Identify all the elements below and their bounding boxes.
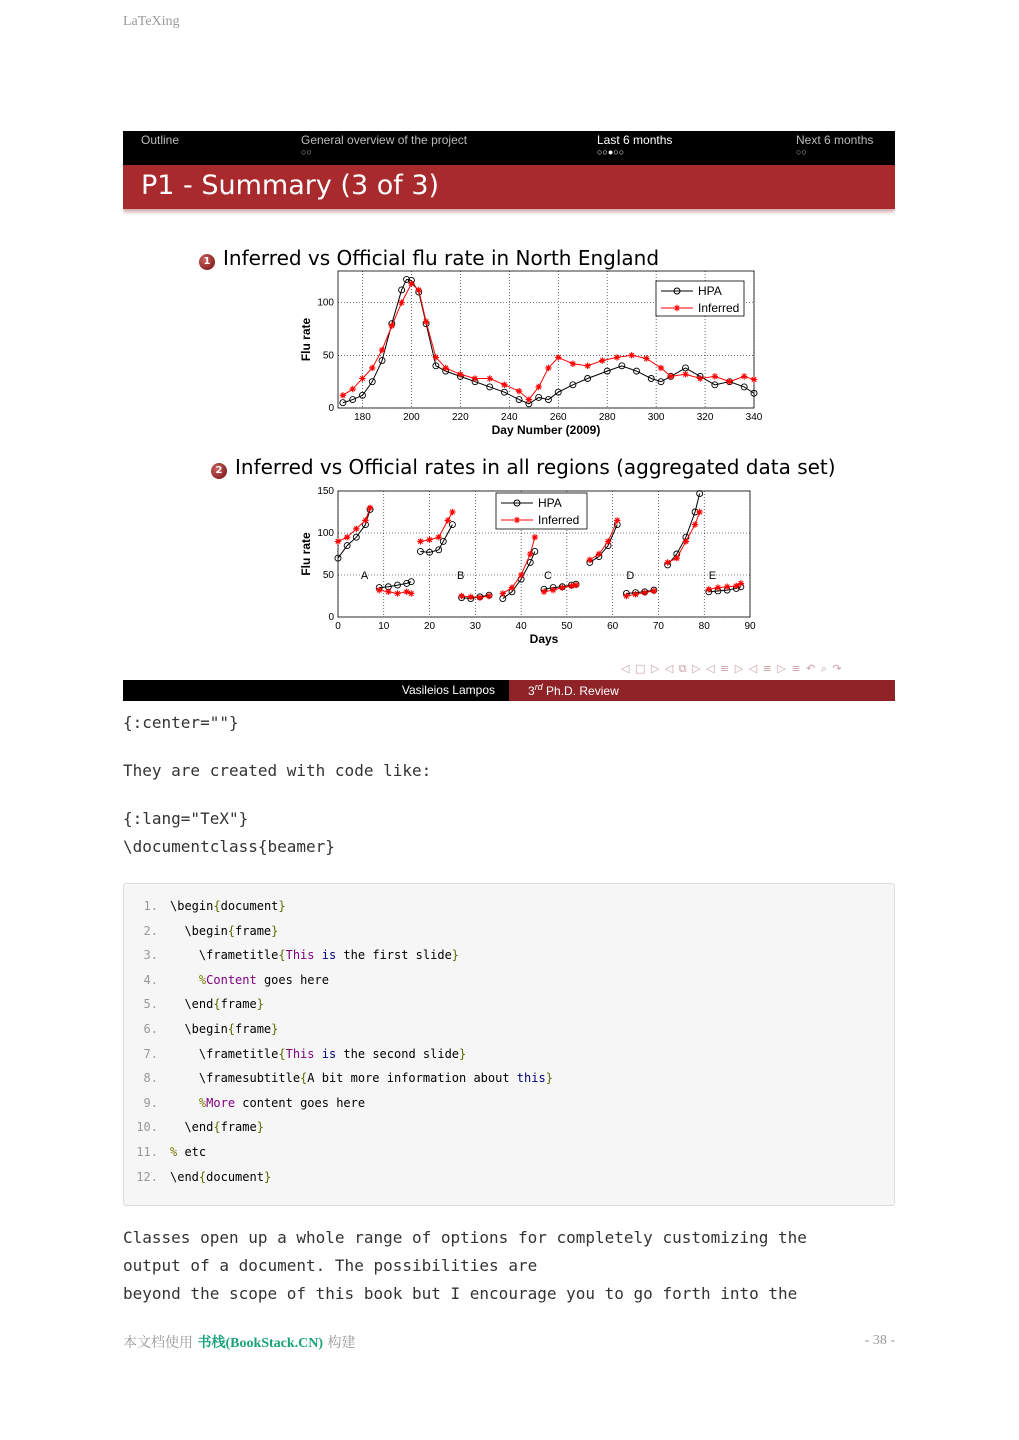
- region-label: D: [626, 570, 635, 583]
- enum-item-2: 2 Inferred vs Official rates in all regions (aggregated data set): [211, 455, 836, 479]
- x-tick-label: 260: [549, 412, 567, 423]
- data-point-star: [501, 382, 507, 388]
- x-tick-label: 40: [515, 621, 527, 632]
- paragraph-line-3: beyond the scope of this book but I encourage you to go forth into the: [123, 1284, 798, 1303]
- data-point-star: [683, 538, 689, 544]
- data-point-star: [514, 517, 520, 523]
- data-point-star: [632, 591, 638, 597]
- x-tick-label: 70: [652, 621, 665, 632]
- data-point-circle: [449, 522, 455, 528]
- data-point-star: [674, 555, 680, 561]
- legend-label: Inferred: [698, 301, 740, 315]
- data-point-star: [712, 373, 718, 379]
- x-axis-label: Day Number (2009): [491, 423, 601, 437]
- code-line: 1. \begin{document}: [124, 897, 553, 922]
- line-number: 4.: [143, 972, 158, 987]
- data-point-star: [697, 375, 703, 381]
- data-point-circle: [340, 400, 346, 406]
- data-point-star: [526, 396, 532, 402]
- data-point-star: [487, 375, 493, 381]
- y-tick-label: 100: [317, 297, 334, 309]
- x-tick-label: 20: [423, 621, 436, 632]
- data-point-star: [643, 355, 649, 361]
- x-tick-label: 180: [354, 412, 371, 423]
- x-tick-label: 10: [378, 621, 390, 632]
- nav-dots: ○○●○○: [597, 147, 625, 157]
- bookstack-link[interactable]: 书栈(BookStack.CN): [197, 1336, 324, 1351]
- data-point-star: [741, 373, 747, 379]
- data-point-star: [706, 586, 712, 592]
- data-point-star: [376, 587, 382, 593]
- x-tick-label: 240: [500, 412, 518, 423]
- data-point-star: [426, 537, 432, 543]
- line-number: 10.: [136, 1120, 158, 1135]
- data-point-star: [605, 538, 611, 544]
- beamer-nav-symbols[interactable]: ◁ □ ▷ ◁ ⧉ ▷ ◁ ≡ ▷ ◁ ≡ ▷ ≡ ↶ ⌕ ↷: [621, 662, 843, 675]
- series-line-hpa: [668, 494, 700, 565]
- data-point-circle: [697, 491, 703, 497]
- y-axis-label: Flu rate: [299, 532, 313, 576]
- slide-footer-bar: [123, 680, 895, 701]
- data-point-star: [573, 582, 579, 588]
- data-point-star: [527, 551, 533, 557]
- data-point-star: [696, 509, 702, 515]
- code-line: 12. \end{document}: [124, 1168, 553, 1193]
- code-lines: [124, 897, 553, 1192]
- data-point-star: [417, 538, 423, 544]
- region-label: C: [544, 570, 552, 583]
- data-point-star: [518, 572, 524, 578]
- data-point-star: [724, 584, 730, 590]
- x-tick-label: 90: [744, 621, 756, 632]
- x-tick-label: 220: [452, 412, 469, 423]
- x-tick-label: 50: [561, 621, 573, 632]
- data-point-star: [692, 521, 698, 527]
- region-label: A: [360, 570, 369, 583]
- flu-chart-all-regions: [123, 481, 895, 656]
- x-tick-label: 30: [469, 621, 481, 632]
- data-point-star: [738, 580, 744, 586]
- data-point-star: [369, 365, 375, 371]
- code-block: [123, 883, 895, 1206]
- data-point-star: [614, 517, 620, 523]
- data-point-star: [457, 371, 463, 377]
- nav-section-next-6-months[interactable]: Next 6 months ○○: [796, 133, 874, 157]
- series-line-inferred: [668, 512, 700, 562]
- center-attribute: {:center=""}: [123, 713, 239, 732]
- data-point-star: [614, 354, 620, 360]
- data-point-star: [623, 593, 629, 599]
- x-tick-label: 320: [696, 412, 714, 423]
- data-point-star: [664, 559, 670, 565]
- x-axis-label: Days: [529, 632, 559, 646]
- slide-review: 3rd Ph.D. Review: [528, 682, 619, 698]
- series-line-inferred: [590, 520, 617, 559]
- x-tick-label: 200: [403, 412, 420, 423]
- data-point-star: [658, 365, 664, 371]
- data-point-star: [344, 534, 350, 540]
- data-point-star: [468, 594, 474, 600]
- y-tick-label: 0: [328, 612, 334, 623]
- paragraph-line-1: Classes open up a whole range of options for completely customizing the: [123, 1228, 807, 1247]
- data-point-star: [535, 384, 541, 390]
- line-number: 11.: [136, 1144, 158, 1159]
- nav-section-last-6-months[interactable]: Last 6 months ○○●○○: [597, 133, 673, 157]
- lang-attribute: {:lang="TeX"}: [123, 809, 249, 828]
- x-tick-label: 280: [598, 412, 616, 423]
- code-line: 6. \begin{frame}: [124, 1020, 553, 1045]
- code-line: 11. % etc: [124, 1143, 553, 1168]
- nav-section-outline[interactable]: Outline: [141, 133, 180, 147]
- line-number: 2.: [143, 923, 158, 938]
- data-point-star: [532, 534, 538, 540]
- data-point-star: [408, 590, 414, 596]
- x-tick-label: 60: [607, 621, 619, 632]
- slide-title: P1 - Summary (3 of 3): [141, 170, 440, 201]
- data-point-star: [628, 352, 634, 358]
- code-line: 7. \frametitle{This is the second slide}: [124, 1045, 553, 1070]
- line-number: 12.: [136, 1169, 158, 1184]
- region-label: B: [457, 570, 465, 583]
- slide-title-bar: [123, 165, 895, 209]
- flu-chart-north-england: [123, 266, 895, 466]
- code-line: 3. \frametitle{This is the first slide}: [124, 946, 553, 971]
- y-axis-label: Flu rate: [299, 317, 313, 362]
- x-tick-label: 340: [745, 412, 763, 423]
- beamer-slide-image: [123, 131, 895, 701]
- data-point-star: [398, 299, 404, 305]
- code-line: 10. \end{frame}: [124, 1118, 553, 1143]
- code-line: 9. %More content goes here: [124, 1094, 553, 1119]
- data-point-star: [596, 551, 602, 557]
- data-point-star: [642, 589, 648, 595]
- x-tick-label: 80: [698, 621, 710, 632]
- line-number: 7.: [143, 1046, 158, 1061]
- x-tick-label: 0: [335, 621, 341, 632]
- code-line: 2. \begin{frame}: [124, 922, 553, 947]
- region-label: E: [708, 570, 717, 583]
- code-line: 4. %Content goes here: [124, 971, 553, 996]
- nav-dots: ○○: [796, 147, 807, 157]
- y-tick-label: 150: [317, 486, 334, 497]
- y-tick-label: 0: [328, 403, 334, 414]
- page-number: - 38 -: [864, 1333, 895, 1348]
- legend-label: HPA: [698, 284, 722, 298]
- data-point-star: [385, 589, 391, 595]
- data-point-star: [367, 505, 373, 511]
- paragraph-line-2: output of a document. The possibilities are: [123, 1256, 538, 1275]
- data-point-star: [362, 517, 368, 523]
- data-point-star: [509, 584, 515, 590]
- data-point-star: [394, 590, 400, 596]
- data-point-star: [340, 392, 346, 398]
- data-point-star: [458, 593, 464, 599]
- nav-dots: ○○: [301, 147, 312, 157]
- data-point-star: [715, 584, 721, 590]
- data-point-star: [445, 517, 451, 523]
- y-tick-label: 100: [317, 528, 334, 539]
- line-number: 5.: [143, 997, 158, 1012]
- data-point-star: [599, 357, 605, 363]
- series-line-hpa: [338, 509, 370, 558]
- slide-author: Vasileios Lampos: [401, 683, 495, 697]
- intro-text: They are created with code like:: [123, 761, 432, 780]
- y-tick-label: 50: [322, 350, 334, 362]
- enum-item-1: 1 Inferred vs Official flu rate in North England: [199, 246, 659, 270]
- data-point-star: [568, 583, 574, 589]
- enum-ball-icon: 2: [211, 463, 227, 479]
- documentclass-line: \documentclass{beamer}: [123, 837, 335, 856]
- nav-section-overview[interactable]: General overview of the project ○○: [301, 133, 468, 157]
- slide-navbar: [123, 131, 895, 165]
- data-point-star: [584, 363, 590, 369]
- legend-label: HPA: [538, 496, 562, 510]
- code-line: 8. \framesubtitle{A bit more information about this}: [124, 1069, 553, 1094]
- code-line: 5. \end{frame}: [124, 995, 553, 1020]
- data-point-star: [550, 587, 556, 593]
- line-number: 1.: [143, 899, 158, 913]
- line-number: 6.: [143, 1021, 158, 1036]
- data-point-star: [751, 376, 757, 382]
- line-number: 8.: [143, 1071, 158, 1086]
- data-point-star: [477, 594, 483, 600]
- page-footer: 本文档使用 书栈(BookStack.CN) 构建: [123, 1335, 356, 1351]
- y-tick-label: 50: [322, 570, 334, 581]
- x-tick-label: 300: [647, 412, 665, 423]
- running-header: LaTeXing: [123, 14, 180, 29]
- line-number: 3.: [143, 948, 158, 963]
- data-point-star: [541, 589, 547, 595]
- data-point-star: [651, 588, 657, 594]
- data-point-star: [449, 509, 455, 515]
- legend-label: Inferred: [538, 513, 580, 527]
- enum-ball-icon: 1: [199, 254, 215, 270]
- data-point-star: [516, 388, 522, 394]
- data-point-star: [682, 371, 688, 377]
- line-number: 9.: [143, 1095, 158, 1110]
- data-point-star: [335, 538, 341, 544]
- data-point-star: [389, 323, 395, 329]
- data-point-star: [587, 557, 593, 563]
- data-point-star: [486, 593, 492, 599]
- data-point-star: [559, 584, 565, 590]
- data-point-star: [423, 318, 429, 324]
- data-point-star: [570, 361, 576, 367]
- data-point-star: [500, 590, 506, 596]
